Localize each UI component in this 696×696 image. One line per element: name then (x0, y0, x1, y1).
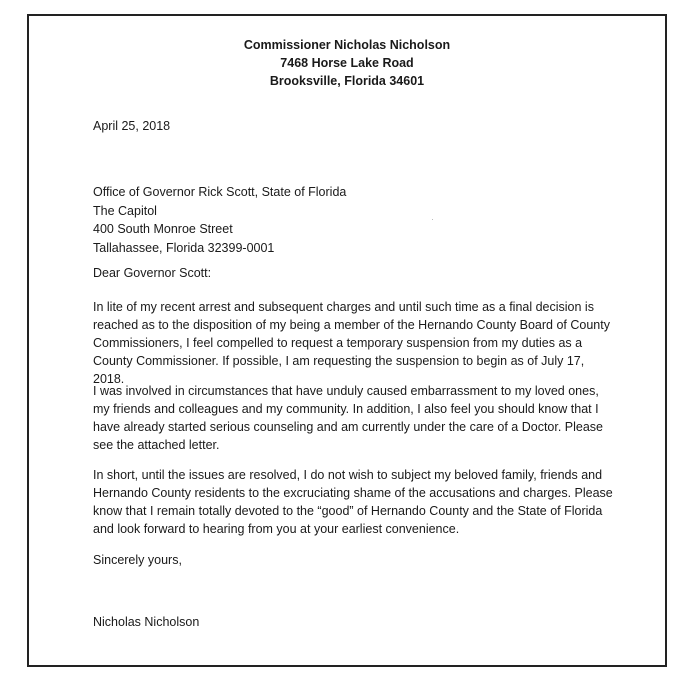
recipient-line-2: The Capitol (93, 203, 157, 218)
sender-street: 7468 Horse Lake Road (280, 56, 414, 70)
sender-city: Brooksville, Florida 34601 (269, 74, 425, 88)
body-paragraph-2: I was involved in circumstances that have unduly caused embarrassment to my loved ones, my friends and colleagues and my community. In addition, I also feel you should know that I have already started serious counseling and am currently under the care of a Doctor. Please see the attached letter. (93, 384, 604, 452)
recipient-line-3: 400 South Monroe Street (93, 222, 233, 236)
signature-name: Nicholas Nicholson (93, 615, 200, 629)
closing: Sincerely yours, (93, 553, 182, 567)
recipient-address (93, 183, 346, 257)
letterhead (29, 36, 665, 90)
scan-speck (432, 219, 433, 220)
sender-name: Commissioner Nicholas Nicholson (243, 38, 451, 52)
body-paragraph-1: In lite of my recent arrest and subsequent charges and until such time as a final decision is reached as to the disposition of my being a member of the Hernando County Board of County Commissioners, I feel compelled to request a temporary suspension from my duties as a County Commissioner. If possible, I am requesting the suspension to begin as of July 17, 2018. (93, 300, 610, 386)
letter-page (27, 14, 667, 667)
salutation: Dear Governor Scott: (93, 266, 212, 280)
recipient-line-4: Tallahassee, Florida 32399-0001 (93, 240, 275, 255)
recipient-line-1: Office of Governor Rick Scott, State of Florida (93, 185, 347, 199)
body-paragraph-3: In short, until the issues are resolved, I do not wish to subject my beloved family, friends and Hernando County residents to the excruciating shame of the accusations and charges. Please know that I remain totally devoted to the “good” of Hernando County and the State of Florida and look forward to hearing from you at your earliest convenience. (93, 468, 613, 536)
letter-date: April 25, 2018 (93, 119, 171, 133)
